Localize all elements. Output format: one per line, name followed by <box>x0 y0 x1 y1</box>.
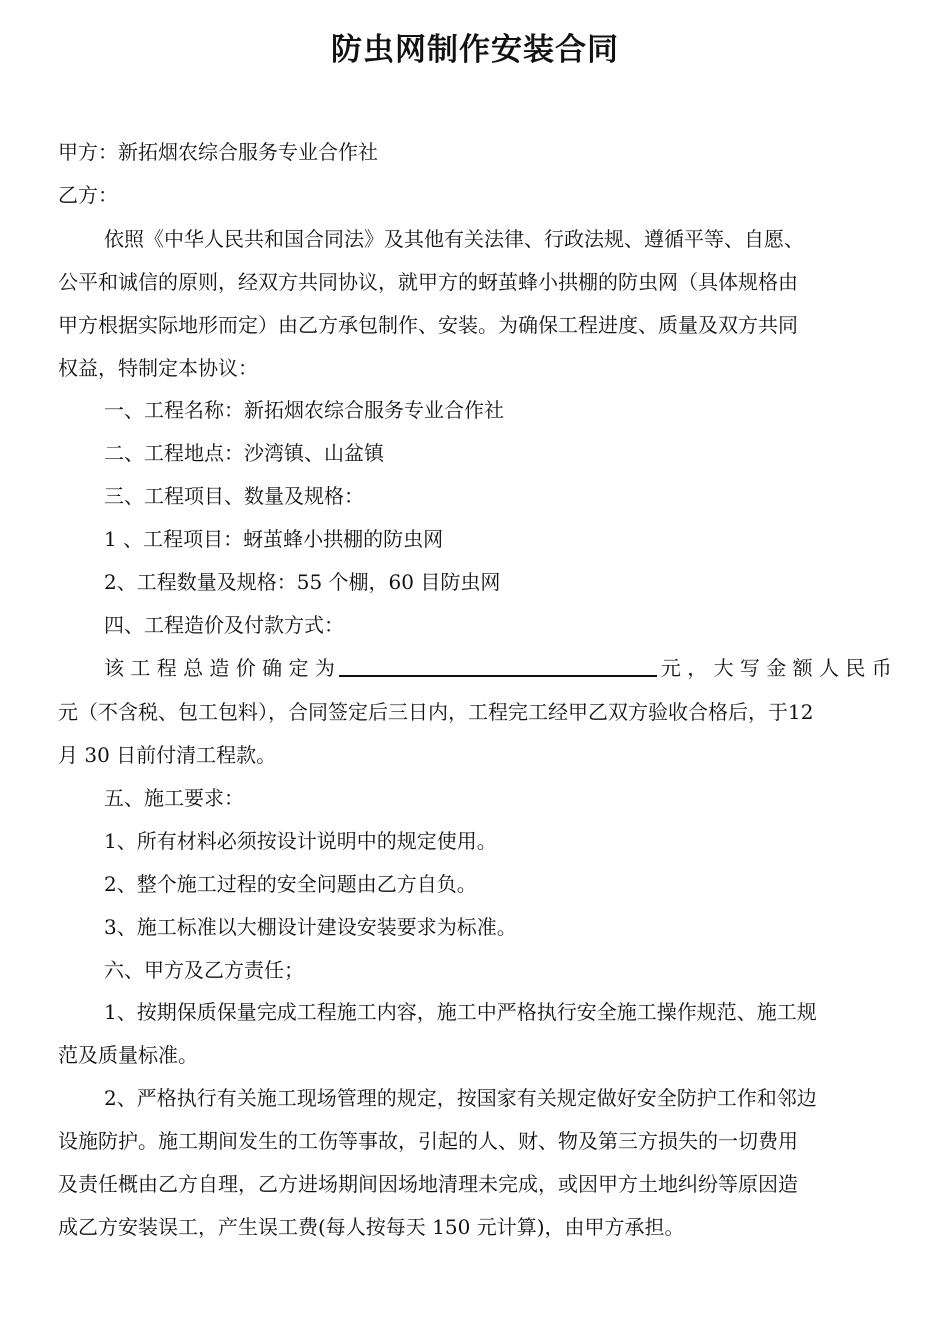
responsibility-line: 1、按期保质保量完成工程施工内容，施工中严格执行安全施工操作规范、施工规 <box>104 1000 817 1024</box>
total-price-blank[interactable] <box>339 655 657 677</box>
responsibility-line: 范及质量标准。 <box>58 1043 198 1067</box>
intro-paragraph-line: 权益，特制定本协议： <box>58 356 258 380</box>
intro-paragraph-line: 甲方根据实际地形而定）由乙方承包制作、安装。为确保工程进度、质量及双方共同 <box>58 313 798 337</box>
responsibility-line: 设施防护。施工期间发生的工伤等事故，引起的人、财、物及第三方损失的一切费用 <box>58 1129 798 1153</box>
amount-in-words-label: 元 ， 大 写 金 额 人 民 币 <box>660 656 892 680</box>
intro-paragraph-line: 公平和诚信的原则，经双方共同协议，就甲方的蚜茧蜂小拱棚的防虫网（具体规格由 <box>58 270 798 294</box>
requirement-line: 2、整个施工过程的安全问题由乙方自负。 <box>104 872 477 896</box>
section-responsibilities: 六、甲方及乙方责任； <box>104 958 304 982</box>
document-title: 防虫网制作安装合同 <box>331 32 619 68</box>
requirement-line: 3、施工标准以大棚设计建设安装要求为标准。 <box>104 915 517 939</box>
section-project-items-heading: 三、工程项目、数量及规格： <box>104 484 364 508</box>
requirement-line: 1、所有材料必须按设计说明中的规定使用。 <box>104 829 497 853</box>
responsibility-line: 及责任概由乙方自理，乙方进场期间因场地清理未完成，或因甲方土地纠纷等原因造 <box>58 1172 798 1196</box>
total-price-line <box>104 654 892 682</box>
section-project-location: 二、工程地点：沙湾镇、山盆镇 <box>104 441 384 465</box>
section-project-name: 一、工程名称：新拓烟农综合服务专业合作社 <box>104 398 504 422</box>
party-a-line: 甲方：新拓烟农综合服务专业合作社 <box>58 140 378 164</box>
party-b-line: 乙方： <box>58 183 118 207</box>
total-price-label: 该 工 程 总 造 价 确 定 为 <box>104 656 335 680</box>
section-construction-requirements: 五、施工要求： <box>104 786 244 810</box>
responsibility-line: 成乙方安装误工，产生误工费(每人按每天 150 元计算)，由甲方承担。 <box>58 1215 685 1239</box>
payment-terms-line: 元（不含税、包工包料），合同签定后三日内，工程完工经甲乙双方验收合格后，于12 <box>58 700 814 724</box>
responsibility-line: 2、严格执行有关施工现场管理的规定，按国家有关规定做好安全防护工作和邻边 <box>104 1086 817 1110</box>
project-quantity-line: 2、工程数量及规格：55 个棚，60 目防虫网 <box>104 570 501 594</box>
section-price-payment-heading: 四、工程造价及付款方式： <box>104 613 344 637</box>
payment-terms-line: 月 30 日前付清工程款。 <box>58 743 277 767</box>
intro-paragraph-line: 依照《中华人民共和国合同法》及其他有关法律、行政法规、遵循平等、自愿、 <box>104 227 804 251</box>
project-item-line: 1 、工程项目：蚜茧蜂小拱棚的防虫网 <box>104 527 444 551</box>
